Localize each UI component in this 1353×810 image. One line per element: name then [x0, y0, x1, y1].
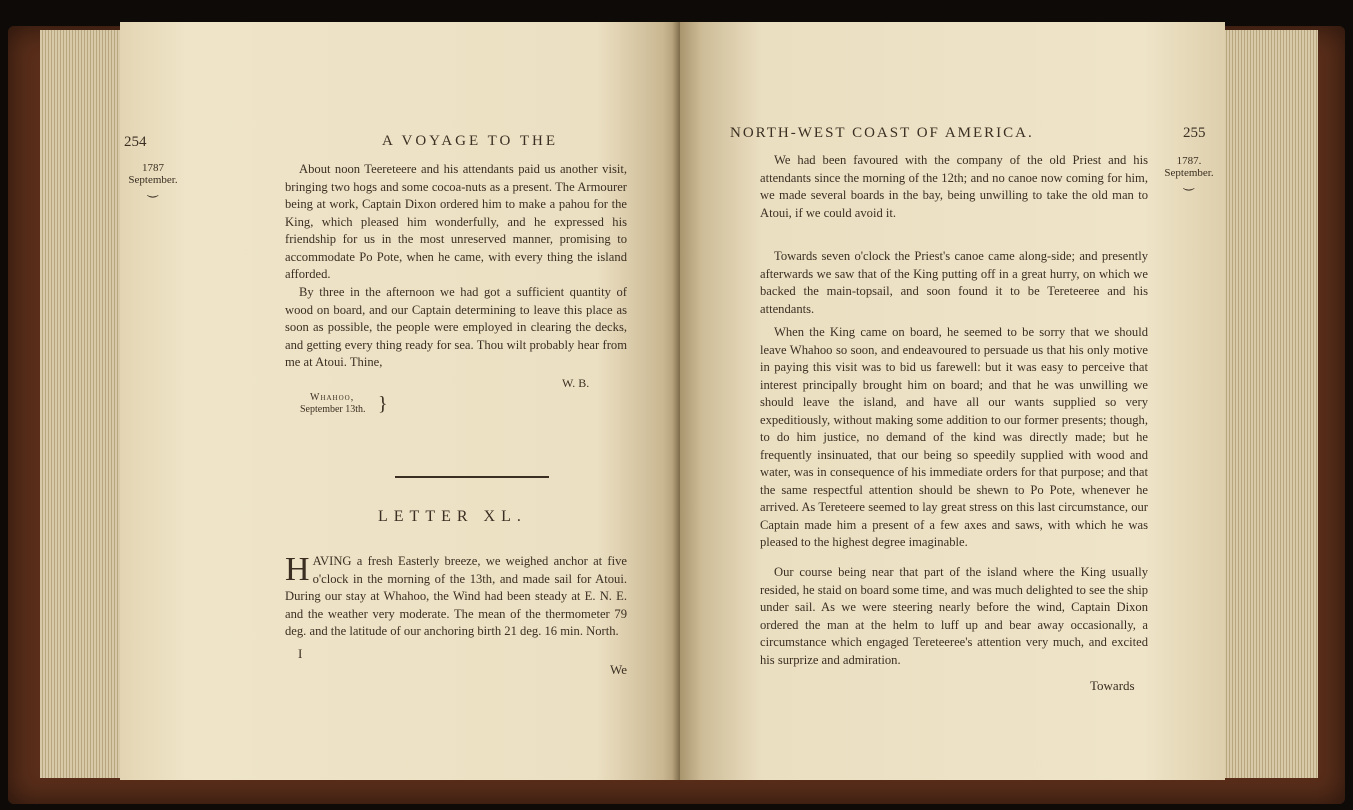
paragraph [760, 324, 1148, 552]
paragraph-text: We had been favoured with the company of the old Priest and his attendants since the morning of the 12th; and no canoe now coming for him, we made several boards in the bay, being unwilling to take the old man to Atoui, if we could avoid it. [760, 153, 1148, 220]
brace-mark: ⏝ [147, 183, 159, 197]
margin-month: September. [128, 174, 178, 186]
place: Whahoo, [310, 392, 355, 403]
right-page [680, 22, 1225, 780]
signature-mark: I [298, 646, 303, 661]
margin-note [122, 162, 184, 197]
paragraph-text: About noon Teereteere and his attendants paid us another visit, bringing two hogs and some cocoa-nuts as a present. The Armourer being at work, Captain Dixon ordered him to make a pahou for the King, which pleased him wonderfully, and he expressed his friendship for us in the most unreserved manner, promising to accommodate Po Pote, when he came, with every thing the island afforded. [285, 162, 627, 281]
margin-year: 1787. [1176, 155, 1202, 167]
brace-mark: ⏝ [1183, 176, 1195, 190]
section-rule [395, 476, 549, 478]
paragraph [760, 152, 1148, 222]
page-number: 254 [124, 134, 147, 150]
margin-note [1158, 155, 1220, 190]
paragraph [285, 284, 627, 372]
signature: W. B. [562, 376, 590, 390]
running-head: NORTH-WEST COAST OF AMERICA. [730, 125, 1034, 141]
paragraph [760, 564, 1148, 669]
paragraph-text: Towards seven o'clock the Priest's canoe came along-side; and presently afterwards we saw that of the King putting off in a great hurry, on which we backed the main-topsail, and soon found it to be Tereteeree and his attendants. [760, 249, 1148, 316]
page-edges-right [1218, 30, 1318, 778]
left-page [120, 22, 680, 780]
running-head: A VOYAGE TO THE [382, 133, 558, 149]
letter-title: LETTER XL. [378, 508, 527, 525]
catchword: Towards [1090, 678, 1135, 693]
paragraph-text: AVING a fresh Easterly breeze, we weighed anchor at five o'clock in the morning of the 13th, and made sail for Atoui. During our stay at Whahoo, the Wind had been steady at E. N. E. and the weather very moderate. The mean of the thermometer 79 deg. and the latitude of our anchoring birth 21 deg. 16 min. North. [285, 554, 627, 638]
margin-month: September. [1164, 167, 1214, 179]
margin-year: 1787 [142, 162, 164, 174]
page-number: 255 [1183, 125, 1206, 141]
paragraph [285, 161, 627, 284]
dateline [300, 392, 366, 416]
date: September 13th. [300, 404, 366, 415]
paragraph [285, 553, 627, 641]
page-edges-left [40, 30, 130, 778]
catchword: We [610, 662, 627, 677]
paragraph [760, 248, 1148, 318]
drop-cap: H [285, 551, 310, 588]
paragraph-text: When the King came on board, he seemed to be sorry that we should leave Whahoo so soon, and endeavoured to persuade us that his only motive in paying this visit was to bid us farewell: but it was easy to perceive that interest principally brought him on board; and that he was unwilling we should leave the island, and have all our wants supplied so very expeditiously, without making some addition to our former presents; though, to do him justice, no demand of the kind was directly made; but he frequently insinuated, that our being so speedily supplied with wood and water, was in consequence of his immediate orders for that purpose; and that the same respectful attention should be shewn to Po Pote, whenever he arrived. As Tereteere seemed to lay great stress on this last circumstance, our Captain made him a present of a few axes and saws, with which he was pleased to the highest degree imaginable. [760, 325, 1148, 549]
paragraph-text: Our course being near that part of the island where the King usually resided, he staid on board some time, and was much delighted to see the ship under sail. As we were steering nearly before the wind, Captain Dixon ordered the man at the helm to luff up and bear away occasionally, a circumstance which engaged Tereteeree's attention very much, and excited his surprize and admiration. [760, 565, 1148, 667]
paragraph-text: By three in the afternoon we had got a sufficient quantity of wood on board, and our Captain determining to leave this place as soon as possible, the people were employed in clearing the decks, and getting every thing ready for sea. Thou wilt probably hear from me at Atoui. Thine, [285, 285, 627, 369]
brace-mark: } [378, 393, 388, 415]
